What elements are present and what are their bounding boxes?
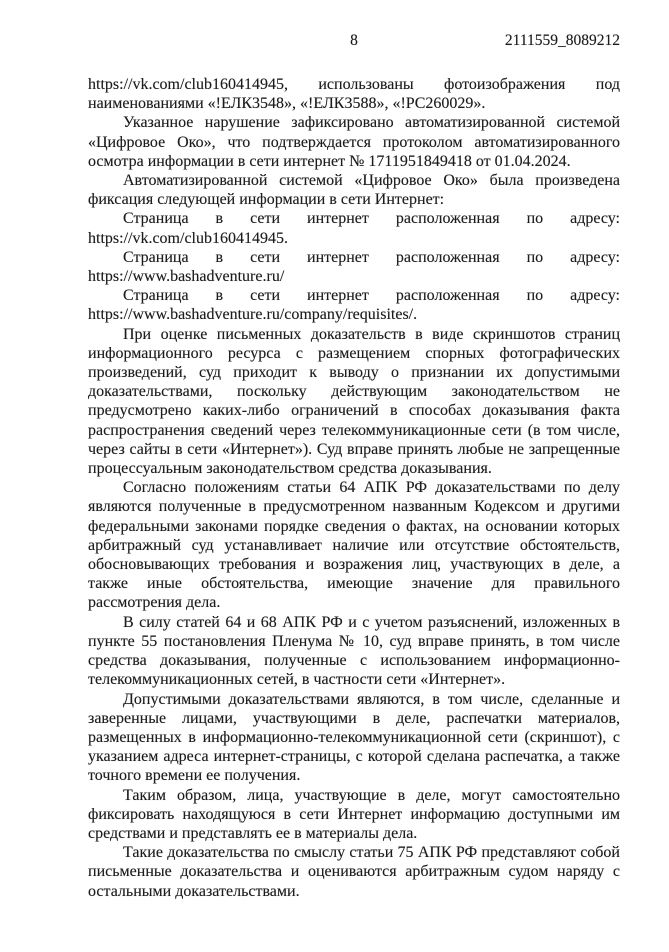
page-header	[88, 33, 620, 49]
document-id: 2111559_8089212	[504, 32, 620, 49]
paragraph: https://vk.com/club160414945, использованы фотоизображения под наименованиями «!ЕЛК3548», «!ЕЛК3588», «!PC260029».	[88, 76, 620, 113]
page-number: 8	[350, 32, 358, 49]
paragraph: Согласно положениям статьи 64 АПК РФ доказательствами по делу являются полученные в предусмотренном названным Кодексом и другими федеральными законами порядке сведения о фактах, на основании которых арбитражный суд устанавливает наличие или отсутствие обстоятельств, обосновывающих требования и возражения лиц, участвующих в деле, а также иные обстоятельства, имеющие значение для правильного рассмотрения дела.	[88, 479, 620, 612]
paragraph: Таким образом, лица, участвующие в деле, могут самостоятельно фиксировать находящуюся в сети Интернет информацию доступными им средствами и представлять ее в материалы дела.	[88, 786, 620, 842]
paragraph: В силу статей 64 и 68 АПК РФ и с учетом разъяснений, изложенных в пункте 55 постановления Пленума № 10, суд вправе принять, в том числе средства доказывания, полученные с использованием информационно-телекоммуникационных сетей, в частности сети «Интернет».	[88, 613, 620, 689]
paragraph: Страница в сети интернет расположенная по адресу: https://www.bashadventure.ru/	[88, 248, 620, 286]
paragraph: Такие доказательства по смыслу статьи 75 АПК РФ представляют собой письменные доказательства и оцениваются арбитражным судом наряду с остальными доказательствами.	[88, 844, 620, 900]
document-body	[88, 75, 620, 901]
paragraph: Допустимыми доказательствами являются, в том числе, сделанные и заверенные лицами, участвующими в деле, распечатки материалов, размещенных в информационно-телекоммуникационной сети (скриншот), с указанием адреса интернет-страницы, с которой сделана распечатка, а также точного времени ее получения.	[88, 690, 620, 785]
paragraph: Указанное нарушение зафиксировано автоматизированной системой «Цифровое Око», что подтверждается протоколом автоматизированного осмотра информации в сети интернет № 1711951849418 от 01.04.2024.	[88, 114, 620, 170]
paragraph: Автоматизированной системой «Цифровое Око» была произведена фиксация следующей информации в сети Интернет:	[88, 172, 620, 209]
paragraph: Страница в сети интернет расположенная по адресу: https://vk.com/club160414945.	[88, 210, 620, 247]
paragraph: Страница в сети интернет расположенная по адресу: https://www.bashadventure.ru/company/requisites/.	[88, 287, 620, 324]
text-block	[88, 33, 620, 901]
paragraph: При оценке письменных доказательств в виде скриншотов страниц информационного ресурса с размещением спорных фотографических произведений, суд приходит к выводу о признании их допустимыми доказательствами, поскольку действующим законодательством не предусмотрено каких-либо ограничений в способах доказывания факта распространения сведений через телекоммуникационные сети (в том числе, через сайты в сети «Интернет»). Суд вправе принять любые не запрещенные процессуальным законодательством средства доказывания.	[88, 325, 620, 478]
